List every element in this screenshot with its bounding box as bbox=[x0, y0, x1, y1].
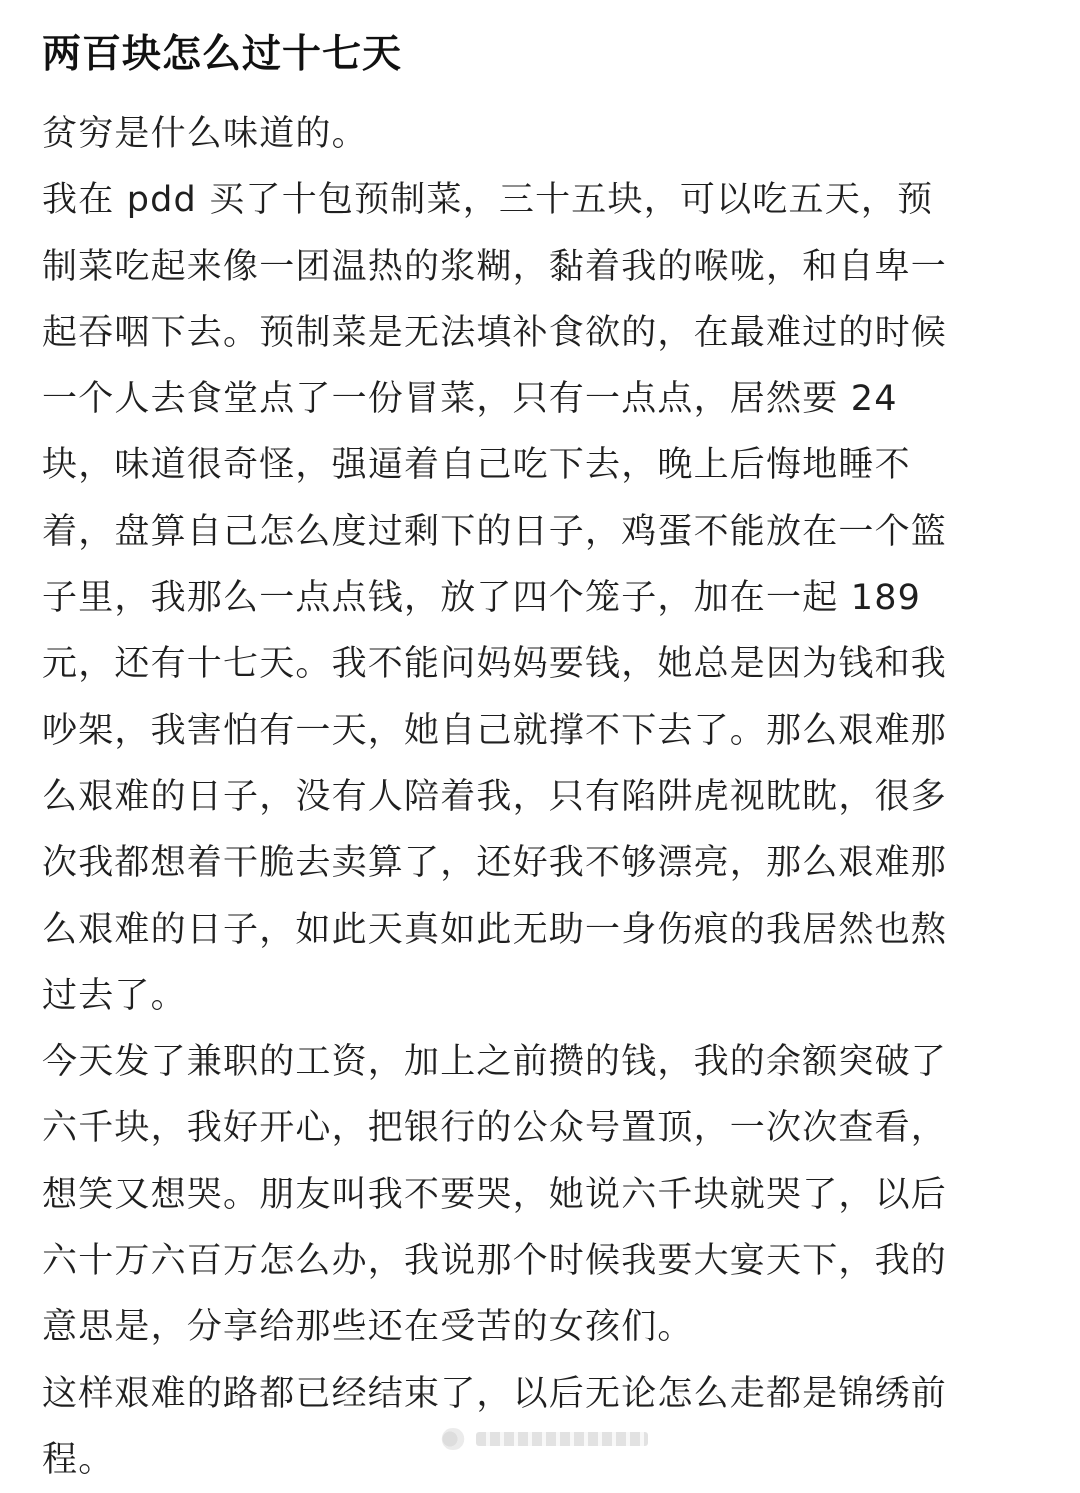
weibo-logo-icon bbox=[438, 1428, 468, 1450]
text-line: 一个人去食堂点了一份冒菜，只有一点点，居然要 24 bbox=[42, 379, 898, 420]
text-line: 块，味道很奇怪，强逼着自己吃下去，晚上后悔地睡不 bbox=[42, 445, 911, 486]
text-line: 吵架，我害怕有一天，她自己就撑不下去了。那么艰难那 bbox=[42, 710, 948, 751]
text-line: 次我都想着干脆去卖算了，还好我不够漂亮，那么艰难那 bbox=[42, 843, 948, 884]
text-line: 子里，我那么一点点钱，放了四个笼子，加在一起 189 bbox=[42, 578, 922, 619]
text-line: 着，盘算自己怎么度过剩下的日子，鸡蛋不能放在一个篮 bbox=[42, 511, 948, 552]
text-line: 贫穷是什么味道的。 bbox=[42, 114, 368, 154]
text-line: 今天发了兼职的工资，加上之前攒的钱，我的余额突破了 bbox=[42, 1042, 948, 1083]
text-line: 么艰难的日子，如此天真如此无助一身伤痕的我居然也熬 bbox=[42, 909, 948, 950]
text-line: 我在 pdd 买了十包预制菜，三十五块，可以吃五天，预 bbox=[42, 180, 934, 221]
text-line: 程。 bbox=[42, 1439, 115, 1480]
text-line: 六十万六百万怎么办，我说那个时候我要大宴天下，我的 bbox=[42, 1241, 948, 1282]
text-line: 意思是，分享给那些还在受苦的女孩们。 bbox=[42, 1307, 694, 1348]
watermark bbox=[438, 1426, 648, 1452]
text-line: 制菜吃起来像一团温热的浆糊，黏着我的喉咙，和自卑一 bbox=[42, 246, 948, 287]
text-line: 六千块，我好开心，把银行的公众号置顶，一次次查看， bbox=[42, 1108, 948, 1149]
post-body bbox=[42, 101, 1052, 1493]
text-line: 起吞咽下去。预制菜是无法填补食欲的，在最难过的时候 bbox=[42, 312, 948, 353]
text-line: 这样艰难的路都已经结束了，以后无论怎么走都是锦绣前 bbox=[42, 1373, 948, 1414]
text-line: 过去了。 bbox=[42, 975, 187, 1016]
text-line: 么艰难的日子，没有人陪着我，只有陷阱虎视眈眈，很多 bbox=[42, 776, 948, 817]
text-line: 元，还有十七天。我不能问妈妈要钱，她总是因为钱和我 bbox=[42, 644, 948, 685]
text-line: 想笑又想哭。朋友叫我不要哭，她说六千块就哭了，以后 bbox=[42, 1174, 948, 1215]
post-title: 两百块怎么过十七天 bbox=[42, 32, 403, 77]
watermark-blur bbox=[476, 1432, 648, 1446]
